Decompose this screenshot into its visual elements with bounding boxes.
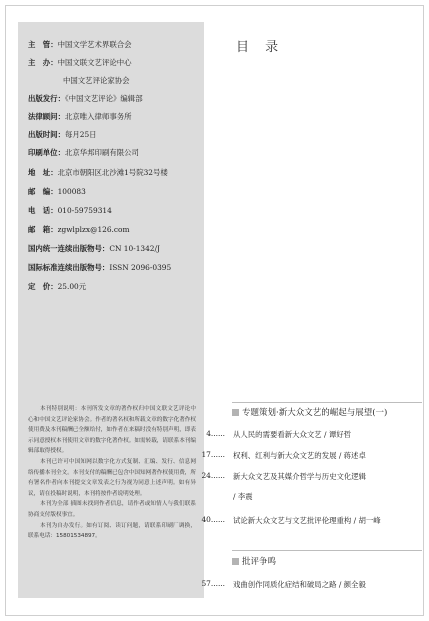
masthead-value: 中国文艺评论家协会	[63, 76, 130, 85]
toc-page-number: 40......	[201, 515, 225, 524]
section-title: 批评争鸣	[242, 557, 277, 567]
masthead-row-price: 定 价：25.00元	[28, 282, 87, 291]
masthead-label: 定 价	[28, 282, 51, 291]
masthead-label: 出版时间	[28, 130, 58, 139]
masthead-label: 国际标准连续出版物号	[28, 263, 102, 272]
copyright-paragraph: 本刊为自办发行。如有订阅、读订问题，请联系印刷厂调换，联系电话：15801534897。	[28, 522, 196, 540]
section-divider	[232, 550, 422, 551]
toc-page-number: 24......	[201, 471, 225, 480]
masthead-label: 法律顾问	[28, 112, 58, 121]
masthead-row-date: 出版时间：每月25日	[28, 130, 97, 139]
masthead-label: 主 办	[28, 58, 51, 67]
masthead-value: zgwlplzx@126.com	[57, 225, 130, 234]
masthead-row-legal: 法律顾问：北京唯入律师事务所	[28, 112, 132, 121]
masthead-row-publisher: 出版发行：《中国文艺评论》编辑部	[28, 94, 143, 103]
toc-title: 目 录	[236, 40, 285, 55]
masthead-label: 电 话	[28, 206, 51, 215]
masthead-value: 《中国文艺评论》编辑部	[64, 94, 143, 103]
masthead-value: 北京市朝阳区北沙滩1号院32号楼	[57, 168, 168, 177]
masthead-row-cn-number: 国内统一连续出版物号：CN 10-1342/J	[28, 244, 160, 253]
masthead-value: 北京华邦印刷有限公司	[64, 148, 139, 157]
masthead-row-issn: 国际标准连续出版物号：ISSN 2096-0395	[28, 263, 172, 272]
masthead-row-postcode: 邮 编：100083	[28, 187, 86, 196]
toc-page-number: 17......	[201, 450, 225, 459]
masthead-value: 北京唯入律师事务所	[64, 112, 132, 121]
masthead-row-sponsor-2	[63, 76, 130, 85]
masthead-label: 国内统一连续出版物号	[28, 244, 102, 253]
masthead-value: 每月25日	[64, 130, 97, 139]
masthead-label: 邮 编	[28, 187, 51, 196]
masthead-panel	[18, 22, 204, 598]
copyright-paragraph: 本刊特别说明：本刊所发文章的著作权归中国文联文艺评论中心和中国文艺评论家协会。作者的著名权和所载文章的数字化著作权使用费及本刊稿酬已全额给付，如作者在来稿时没有特别声明，即表示同意授权本刊使用文章的数字化著作权。如需转载，请联系本刊编辑部取得授权。	[28, 406, 196, 455]
section-title: 专题策划·新大众文艺的崛起与展望(一)	[242, 408, 388, 418]
masthead-label: 地 址	[28, 168, 51, 177]
copyright-paragraph: 本刊已许可中国知网以数字化方式复制、汇编、发行、信息网络传播本刊全文。本刊支付的稿酬已包含中国知网著作权使用费，所有署名作者向本刊提交文章发表之行为视为同意上述声明。如有异议，请在投稿时说明，本刊将按作者说明处理。	[28, 458, 196, 497]
masthead-row-supervisor: 主 管：中国文学艺术界联合会	[28, 40, 132, 49]
masthead-value: 中国文联文艺评论中心	[57, 58, 132, 67]
masthead-value: 010-59759314	[57, 206, 112, 215]
masthead-value: 100083	[57, 187, 86, 196]
masthead-value: 中国文学艺术界联合会	[57, 40, 132, 49]
masthead-row-email: 邮 箱：zgwlplzx@126.com	[28, 225, 130, 234]
toc-section-heading	[232, 555, 422, 567]
masthead-row-phone: 电 话：010-59759314	[28, 206, 112, 215]
masthead-label: 出版发行	[28, 94, 58, 103]
toc-entry-title: 权利、红利与新大众文艺的发展 / 蒋述卓	[233, 451, 366, 460]
masthead-row-printer: 印刷单位：北京华邦印刷有限公司	[28, 148, 139, 157]
masthead-label: 邮 箱	[28, 225, 51, 234]
masthead-label: 主 管	[28, 40, 51, 49]
section-square-icon	[232, 409, 239, 416]
toc-entry-title: 试论新大众文艺与文艺批评伦理重构 / 胡一峰	[233, 516, 381, 525]
toc-page-number: 57......	[201, 579, 225, 588]
toc-entry-title: 戏曲创作同质化症结和破局之路 / 颜全毅	[233, 580, 366, 589]
toc-entry-title: 从人民的需要看新大众文艺 / 谭好哲	[233, 430, 352, 439]
masthead-value: ISSN 2096-0395	[109, 263, 172, 272]
section-square-icon	[232, 558, 239, 565]
masthead-row-sponsor: 主 办：中国文联文艺评论中心	[28, 58, 132, 67]
copyright-notice	[28, 404, 196, 542]
masthead-row-address: 地 址：北京市朝阳区北沙滩1号院32号楼	[28, 168, 168, 177]
toc-entry-title: 新大众文艺及其媒介哲学与历史文化逻辑	[233, 472, 367, 481]
toc-entry-author: / 李震	[233, 492, 253, 501]
masthead-value: CN 10-1342/J	[109, 244, 160, 253]
masthead-value: 25.00元	[57, 282, 87, 291]
toc-page-number: 4......	[206, 429, 225, 438]
section-divider	[232, 402, 422, 403]
masthead-label: 印刷单位	[28, 148, 58, 157]
toc-section-heading	[232, 406, 422, 418]
copyright-paragraph: 本刊为全部 插图未找到作者信息，请作者或知情人与我们联系协商支付版权事宜。	[28, 501, 196, 518]
